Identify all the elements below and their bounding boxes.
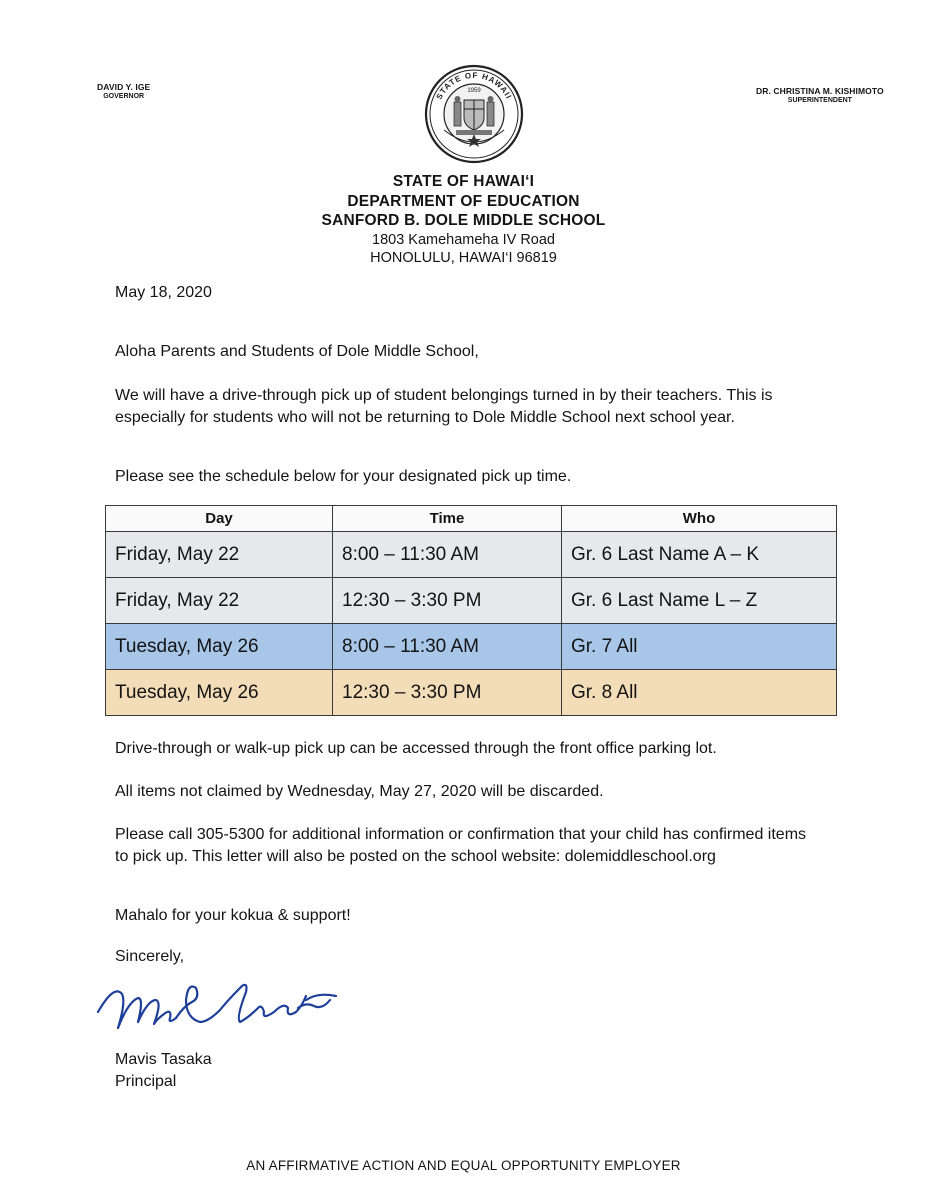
letter-closing: Sincerely, bbox=[115, 948, 185, 965]
cell-time: 8:00 – 11:30 AM bbox=[333, 624, 562, 670]
cell-time: 12:30 – 3:30 PM bbox=[333, 670, 562, 716]
governor-name: DAVID Y. IGE bbox=[97, 82, 151, 92]
superintendent-name: DR. CHRISTINA M. KISHIMOTO bbox=[756, 86, 884, 96]
governor-title: GOVERNOR bbox=[103, 93, 145, 100]
table-row bbox=[106, 532, 837, 578]
letterhead-street: 1803 Kamehameha IV Road bbox=[372, 231, 555, 248]
cell-who: Gr. 6 Last Name L – Z bbox=[562, 578, 837, 624]
superintendent-title: SUPERINTENDENT bbox=[787, 97, 852, 104]
pickup-schedule-table bbox=[105, 505, 837, 716]
seal-year: 1959 bbox=[467, 88, 481, 94]
signer-title: Principal bbox=[115, 1073, 177, 1090]
column-header-day: Day bbox=[106, 506, 333, 532]
cell-day: Friday, May 22 bbox=[106, 532, 333, 578]
column-header-time: Time bbox=[333, 506, 562, 532]
governor-block bbox=[97, 82, 150, 101]
letter-paragraph-6: Mahalo for your kokua & support! bbox=[115, 907, 351, 924]
letterhead-city: HONOLULU, HAWAI‘I 96819 bbox=[370, 249, 557, 266]
table-row bbox=[106, 624, 837, 670]
cell-who: Gr. 8 All bbox=[562, 670, 837, 716]
letter-paragraph-3: Drive-through or walk-up pick up can be accessed through the front office parking lot. bbox=[115, 740, 717, 757]
letterhead-school: SANFORD B. DOLE MIDDLE SCHOOL bbox=[321, 212, 606, 229]
table-row bbox=[106, 670, 837, 716]
signature-icon bbox=[92, 978, 342, 1040]
letter-paragraph-4: All items not claimed by Wednesday, May 27, 2020 will be discarded. bbox=[115, 783, 604, 800]
cell-who: Gr. 6 Last Name A – K bbox=[562, 532, 837, 578]
letterhead-department: DEPARTMENT OF EDUCATION bbox=[347, 192, 580, 210]
cell-time: 12:30 – 3:30 PM bbox=[333, 578, 562, 624]
letter-paragraph-2: Please see the schedule below for your designated pick up time. bbox=[115, 468, 572, 485]
cell-day: Friday, May 22 bbox=[106, 578, 333, 624]
cell-time: 8:00 – 11:30 AM bbox=[333, 532, 562, 578]
table-row bbox=[106, 578, 837, 624]
letterhead bbox=[0, 172, 927, 267]
state-seal-icon bbox=[424, 64, 524, 164]
table-header-row bbox=[106, 506, 837, 532]
letter-paragraph-5: Please call 305-5300 for additional information or confirmation that your child has confirmed items to pick up. This letter will also be posted on the school website: dolemiddleschool.org bbox=[115, 826, 807, 865]
cell-who: Gr. 7 All bbox=[562, 624, 837, 670]
signer-name: Mavis Tasaka bbox=[115, 1051, 212, 1068]
cell-day: Tuesday, May 26 bbox=[106, 624, 333, 670]
column-header-who: Who bbox=[562, 506, 837, 532]
letterhead-state: STATE OF HAWAI‘I bbox=[392, 173, 535, 190]
superintendent-block bbox=[756, 86, 884, 105]
letter-date: May 18, 2020 bbox=[115, 284, 212, 301]
seal-text: STATE OF HAWAII bbox=[434, 70, 514, 101]
letter-greeting: Aloha Parents and Students of Dole Middle School, bbox=[115, 343, 479, 360]
cell-day: Tuesday, May 26 bbox=[106, 670, 333, 716]
footer-employer-statement: AN AFFIRMATIVE ACTION AND EQUAL OPPORTUNITY EMPLOYER bbox=[246, 1158, 681, 1173]
letter-paragraph-1: We will have a drive-through pick up of student belongings turned in by their teachers. This is especially for students who will not be returning to Dole Middle School next school year. bbox=[115, 387, 773, 426]
